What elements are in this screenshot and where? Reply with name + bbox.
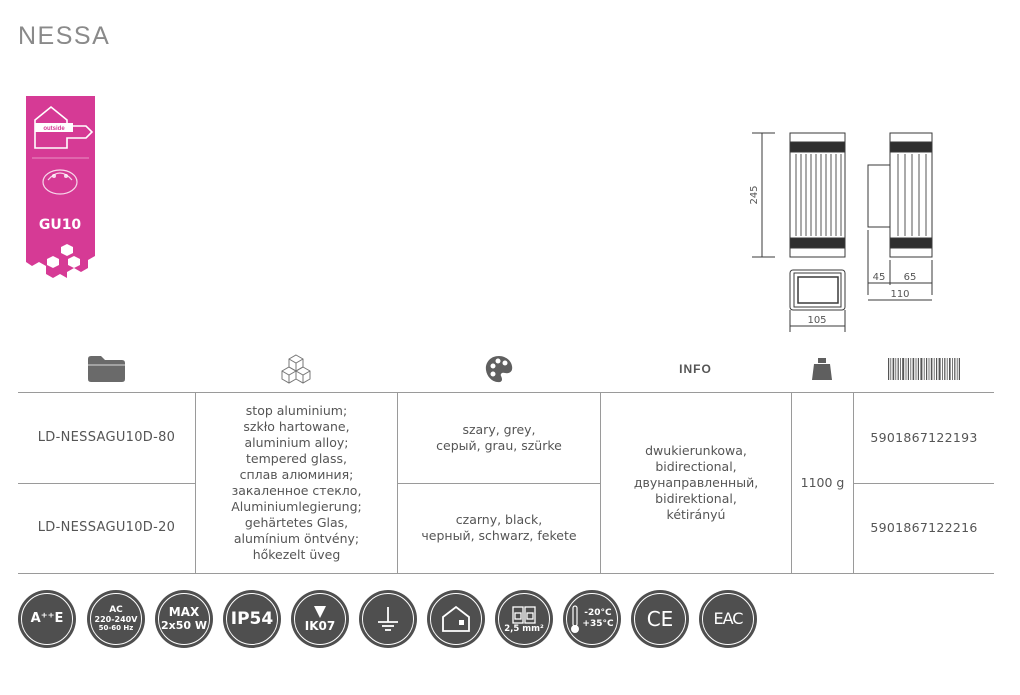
material-cell: stop aluminium; szkło hartowane, aluminium alloy; tempered glass, сплав алюминия; закаленное стекло, Aluminiumlegierung; gehärtetes Glas, alumínium öntvény; hőkezelt üveg	[231, 402, 362, 562]
ip-rating-badge	[223, 590, 281, 648]
header-info: INFO	[679, 362, 712, 376]
impact-icon	[313, 605, 327, 619]
temp-min: -20°C	[584, 608, 612, 618]
barcode-icon	[888, 358, 960, 380]
ce-label: CE	[634, 593, 686, 645]
ip-label: IP54	[226, 593, 278, 645]
dim-width: 105	[807, 315, 827, 326]
dim-depth1: 45	[872, 272, 886, 283]
energy-class-badge	[18, 590, 76, 648]
power-value: 2x50 W	[160, 619, 208, 632]
dim-height: 245	[749, 185, 760, 205]
table-row-2-color: czarny, black, черный, schwarz, fekete	[421, 512, 577, 543]
table-row-1-color: szary, grey, серый, grau, szürke	[436, 421, 562, 453]
info-cell: dwukierunkowa, bidirectional, двунаправленный, bidirektional, kétirányú	[633, 442, 759, 522]
weight-cell: 1100 g	[800, 474, 845, 490]
dim-depth2: 65	[903, 272, 917, 283]
table-bottom-rule	[18, 573, 994, 574]
header-material	[195, 345, 397, 393]
cable-section-badge	[495, 590, 553, 648]
eac-label: EAC	[702, 593, 754, 645]
dim-depth-total: 110	[890, 289, 910, 300]
voltage-badge	[87, 590, 145, 648]
thermometer-icon	[570, 604, 580, 634]
cable-label: 2,5 mm²	[504, 623, 544, 634]
outdoor-mount-badge	[427, 590, 485, 648]
outside-label: outside	[43, 126, 65, 132]
energy-class-label: A⁺⁺E	[21, 593, 73, 645]
table-row-1-ean: 5901867122193	[870, 429, 978, 445]
folder-icon	[87, 355, 127, 383]
voltage-type: AC	[109, 604, 123, 615]
certification-badges	[18, 590, 998, 652]
feature-banner	[26, 96, 95, 278]
header-ean	[853, 345, 994, 393]
table-header	[18, 345, 994, 393]
max-label: MAX	[168, 605, 200, 619]
table-row-2-code: LD-NESSAGU10D-20	[37, 520, 176, 535]
voltage-range: 220-240V	[94, 614, 138, 624]
max-power-badge	[155, 590, 213, 648]
ground-icon	[373, 604, 403, 634]
table-row-2-ean: 5901867122216	[870, 520, 978, 535]
dimension-drawings	[740, 120, 1020, 340]
earth-ground-badge	[359, 590, 417, 648]
material-cubes-icon	[280, 353, 312, 385]
product-title: NESSA	[18, 22, 111, 50]
house-icon	[440, 604, 472, 634]
palette-icon	[484, 354, 514, 384]
header-weight	[791, 345, 853, 393]
table-row-1-code: LD-NESSAGU10D-80	[37, 429, 176, 445]
temp-max: +35°C	[582, 619, 614, 629]
voltage-frequency: 50-60 Hz	[98, 623, 134, 632]
eac-mark-badge	[699, 590, 757, 648]
header-color	[397, 345, 600, 393]
ik-label: IK07	[304, 619, 336, 633]
ce-mark-badge	[631, 590, 689, 648]
ik-rating-badge	[291, 590, 349, 648]
weight-icon	[811, 357, 833, 381]
header-code	[18, 345, 195, 393]
temperature-badge	[563, 590, 621, 648]
lamp-type-label: GU10	[38, 217, 82, 233]
terminal-icon	[510, 605, 538, 625]
